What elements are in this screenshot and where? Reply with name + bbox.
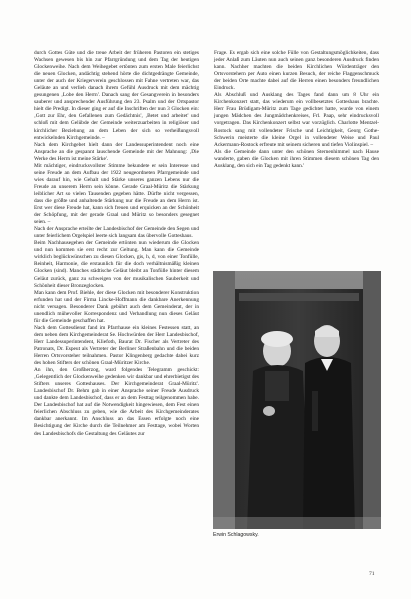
paragraph: Nach dem Gottesdienst fand im Pfarrhause ein kleines Festessen statt, an dem neben dem Kirchgemeinderat Se. Hochwürden der Herr Landesbischof, Herr Landessuperintendent, Kliefoth, Baurat Dr. Fischer als Vertreter des Patronats, Dr. Espeut als Vertreter der Berliner Straßenbahn und die beiden Herren Ortsvorsteher teilnahmen. Pastor Klingenberg gedachte dabei kurz des hohen Stifters der schönen Graal-Müritzer Kirche. xyxy=(34,324,199,367)
paragraph: Man kann dem Prof. Biehle, der diese Glocken mit besonderer Konstruktion erfunden hat und der Firma Lincke-Hoffmann die dankbare Anerkennung nicht versagen. Besonderer Dank gebührt auch dem Gemeinderat, der in unendlich mühevoller Korrespondenz und Verhandlung nun dieses Geläut für die Gemeinde geschaffen hat. xyxy=(34,289,199,324)
paragraph: Nach der Ansprache erteilte der Landesbischof der Gemeinde den Segen und unter feierlichem Orgelspiel leerte sich langsam das übervolle Gotteshaus. xyxy=(34,226,199,240)
paragraph: Nach dem Kirchgebet hielt dann der Landessuperintendent noch eine Ansprache an die gespannt lauschende Gemeinde mit der Mahnung: ‚Die Werke des Herrn ist meine Stärke'. xyxy=(34,141,199,162)
right-text-column xyxy=(214,50,379,170)
paragraph: Mit mächtiger, eindrucksvollster Stimme bekundete er sein Interesse und seine Freude an dem Aufbau der 1922 neugeordneten Pfarrgemeinde und wies darauf hin, wie Gehalt und Stärke unseres ganzen Lebens nur die Freude an unserem Herrn sein könne. Gerade Graal-Müritz die Stärkung leiblicher Art so vielen Tausenden gegeben hätte. Dürfte nicht vergessen, dass die größte und anhaltende Stärkung nur die Freude an dem Herrn ist. Erst wer diese Freude hat, kann sich freuen und erquicken an der Schönheit der Schöpfung, mit der gerade Graal und Müritz so besonders gesegnet seien. – xyxy=(34,162,199,226)
paragraph: Als Abschluß und Ausklang des Tages fand dann um 8 Uhr ein Kirchenkonzert statt, das wiederum ein vollbesetztes Gotteshaus brachte. Herr Frau Brüdigam-Müritz zum Tage gedichtet hatte, wurde von einem jungen Mädchen des Jungmädchenkreises, Frl. Paap, sehr eindrucksvoll vorgetragen. Das Kirchenkonzert selbst war vorzüglich. Charlotte Mentzel-Rostock sang mit vollendeter Frische und Leichtigkeit, Georg Gothe-Schwerin meisterte die kleine Orgel in vollendeter Weise und Paul Ackermann-Rostock erfreute mit seinem sicheren und tiefen Violinspiel. – xyxy=(214,92,379,148)
photograph-icon xyxy=(213,271,381,529)
historical-photograph xyxy=(213,271,381,529)
paragraph: durch Gottes Güte und die treue Arbeit der früheren Pastoren ein stetiges Wachsen gewesen bis hin zur Pfarrgründung und dem Tag der heutigen Glockenweihe. Nach dem Weihegebet ertönten zum ersten Male feierlichst die neuen Glocken, andächtig stehend hörte die dichtgedrängte Gemeinde, unter der auch der Kriegerverein geschlossen mit Fahne vertreten war, das Geläute an und verlieh danach ihrem Gefühl Ausdruck mit dem mächtig gesungenen ‚Lobe den Herrn'. Danach sang der Gesangverein in besonders sauberer und ansprechender Ausführung den 23. Psalm und der Ortspastor hielt die Predigt. In dieser ging er auf die Inschriften der nun 3 Glocken ein: ‚Gott zur Ehr, den Gefallenen zum Gedächtnis', ‚Betet und arbeitet' und schloß mit dem Gelübde der Gemeinde weiterzuarbeiten in religiöser und kirchlicher Beziehung an dem Leben der sich so verheißungsvoll entwickelnden Kirchgemeinde. – xyxy=(34,50,199,141)
paragraph: Frage. Es ergab sich eine solche Fülle von Gestaltungsmöglichkeiten, dass jeder Anlaß zum Läuten nun auch seinen ganz besonderen Ausdruck finden kann. Nachher machten die beiden Kirchlichen Würdenträger den Ortsvorstehern per Auto einen kurzen Besuch, der reiche Flaggenschmuck der beiden Orte machte dabei auf die Herren einen besonders freundlichen Eindruck. xyxy=(214,50,379,92)
paragraph: Beim Nachhausegehen der Gemeinde ertönten nun wiederum die Glocken und nun kommen sie erst recht zur Geltung. Man kann die Gemeinde wirklich beglückwünschen zu diesen Glocken, gis, h, d, von einer Tonfülle, Reinheit, Harmonie, die erstaunlich für die doch verhältnismäßig kleinen Glocken (sind). Manches städtische Geläut bleibt an Tonfülle hinter diesem Geläut zurück, ganz zu schweigen von der musikalischen Sauberkeit und Schönheit dieser Bronzeglocken. xyxy=(34,240,199,289)
page-number: 71 xyxy=(369,571,375,577)
paragraph: Als die Gemeinde dann unter den schönen Sternenhimmel nach Hause wanderte, gaben die Glocken mit ihren Stimmen diesem schönen Tag den Ausklang, den sich ein Tag gedenkt kann.' xyxy=(214,148,379,169)
left-text-column xyxy=(34,50,199,438)
paragraph: An ihn, den Großherzog, ward folgendes Telegramm geschickt: ‚Gelegentlich der Glockenweihe gedenken wir dankbar und ehrerbietigst des Stifters unseres Gotteshauses. Der Kirchgemeinderat Graal-Müritz'. Landesbischof Dr. Behm gab in einer Ansprache seiner Freude Ausdruck und dankte dem Landesbischof, dass er an dem Festtag teilgenommen habe. Der Landesbischof hat auf die Notwendigkeit hingewiesen, dem Fest einen feierlichen Abschluss zu geben, wie die Arbeit des Kirchgemeinderates dankbar anerkannt. Im Anschluss an das Essen erfolgte noch eine Besichtigung der Kirche durch die Teilnehmer am Festtage, wobei Worten des Landesbischofs die Gestaltung des Geläutes zur xyxy=(34,367,199,437)
photo-caption: Erwin Schlagowsky. xyxy=(213,532,259,538)
